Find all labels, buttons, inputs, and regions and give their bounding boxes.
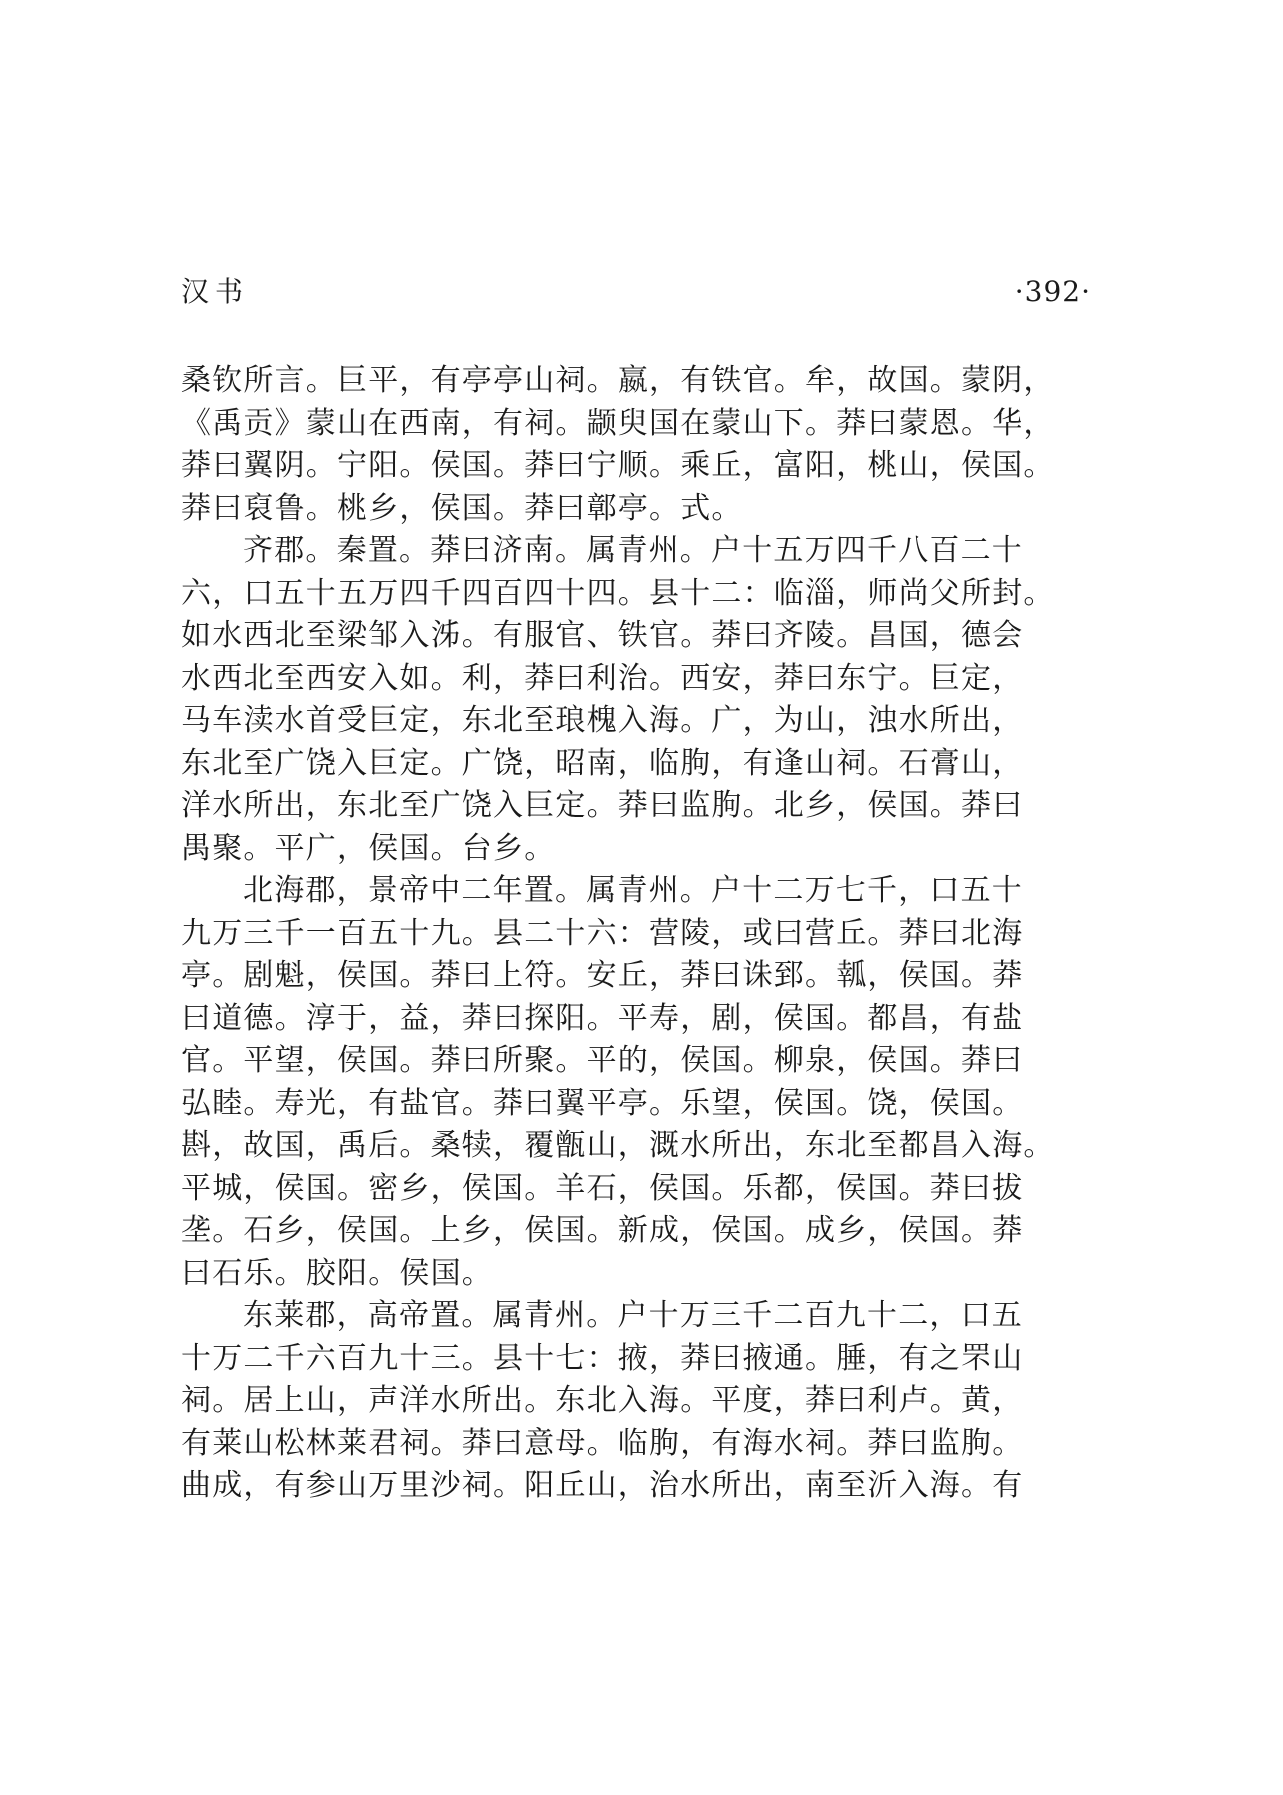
- text-line: 垄。石乡，侯国。上乡，侯国。新成，侯国。成乡，侯国。莽: [181, 1213, 1024, 1248]
- text-line: 九万三千一百五十九。县二十六：营陵，或曰营丘。莽曰北海: [181, 915, 1024, 951]
- book-title: 汉书: [181, 275, 250, 308]
- text-line: 曰道德。淳于，益，莽曰探阳。平寿，剧，侯国。都昌，有盐: [181, 1000, 1024, 1036]
- text-line: 平城，侯国。密乡，侯国。羊石，侯国。乐都，侯国。莽曰拔: [181, 1170, 1024, 1206]
- text-line: 曰石乐。胶阳。侯国。: [181, 1255, 493, 1291]
- paragraph-first-line: 东莱郡，高帝置。属青州。户十万三千二百九十二，口五: [243, 1298, 1023, 1333]
- text-line: 桑钦所言。巨平，有亭亭山祠。嬴，有铁官。牟，故国。蒙阴，: [181, 363, 1055, 398]
- text-line: 有莱山松林莱君祠。莽曰意母。临朐，有海水祠。莽曰监朐。: [181, 1425, 1024, 1461]
- text-line: 洋水所出，东北至广饶入巨定。莽曰监朐。北乡，侯国。莽曰: [181, 788, 1024, 823]
- text-line: 曲成，有参山万里沙祠。阳丘山，治水所出，南至沂入海。有: [181, 1468, 1024, 1503]
- text-line: 亭。剧魁，侯国。莽曰上符。安丘，莽曰诛郅。瓡，侯国。莽: [181, 958, 1024, 993]
- paragraph-first-line: 齐郡。秦置。莽曰济南。属青州。户十五万四千八百二十: [243, 533, 1023, 568]
- text-line: 斟，故国，禹后。桑犊，覆甑山，溉水所出，东北至都昌入海。: [181, 1128, 1055, 1163]
- text-line: 十万二千六百九十三。县十七：掖，莽曰掖通。腄，有之罘山: [181, 1340, 1024, 1376]
- body-text: [181, 360, 1081, 1508]
- text-line: 马车渎水首受巨定，东北至琅槐入海。广，为山，浊水所出，: [181, 703, 1024, 738]
- text-line: 莽曰翼阴。宁阳。侯国。莽曰宁顺。乘丘，富阳，桃山，侯国。: [181, 448, 1055, 483]
- text-line: 莽曰裒鲁。桃乡，侯国。莽曰鄣亭。式。: [181, 490, 743, 526]
- text-line: 六，口五十五万四千四百四十四。县十二：临淄，师尚父所封。: [181, 575, 1055, 611]
- paragraph-first-line: 北海郡，景帝中二年置。属青州。户十二万七千，口五十: [243, 873, 1023, 908]
- text-line: 弘睦。寿光，有盐官。莽曰翼平亭。乐望，侯国。饶，侯国。: [181, 1085, 1024, 1121]
- text-line: 禺聚。平广，侯国。台乡。: [181, 830, 556, 866]
- text-line: 官。平望，侯国。莽曰所聚。平的，侯国。柳泉，侯国。莽曰: [181, 1043, 1024, 1078]
- running-header: [181, 270, 1091, 314]
- text-line: 祠。居上山，声洋水所出。东北入海。平度，莽曰利卢。黄，: [181, 1383, 1024, 1418]
- text-line: 如水西北至梁邹入泲。有服官、铁官。莽曰齐陵。昌国，德会: [181, 618, 1024, 653]
- text-line: 《禹贡》蒙山在西南，有祠。颛臾国在蒙山下。莽曰蒙恩。华，: [181, 405, 1055, 441]
- text-line: 水西北至西安入如。利，莽曰利治。西安，莽曰东宁。巨定，: [181, 660, 1024, 696]
- text-line: 东北至广饶入巨定。广饶，昭南，临朐，有逢山祠。石膏山，: [181, 745, 1024, 781]
- page-number: ·392·: [1014, 275, 1091, 308]
